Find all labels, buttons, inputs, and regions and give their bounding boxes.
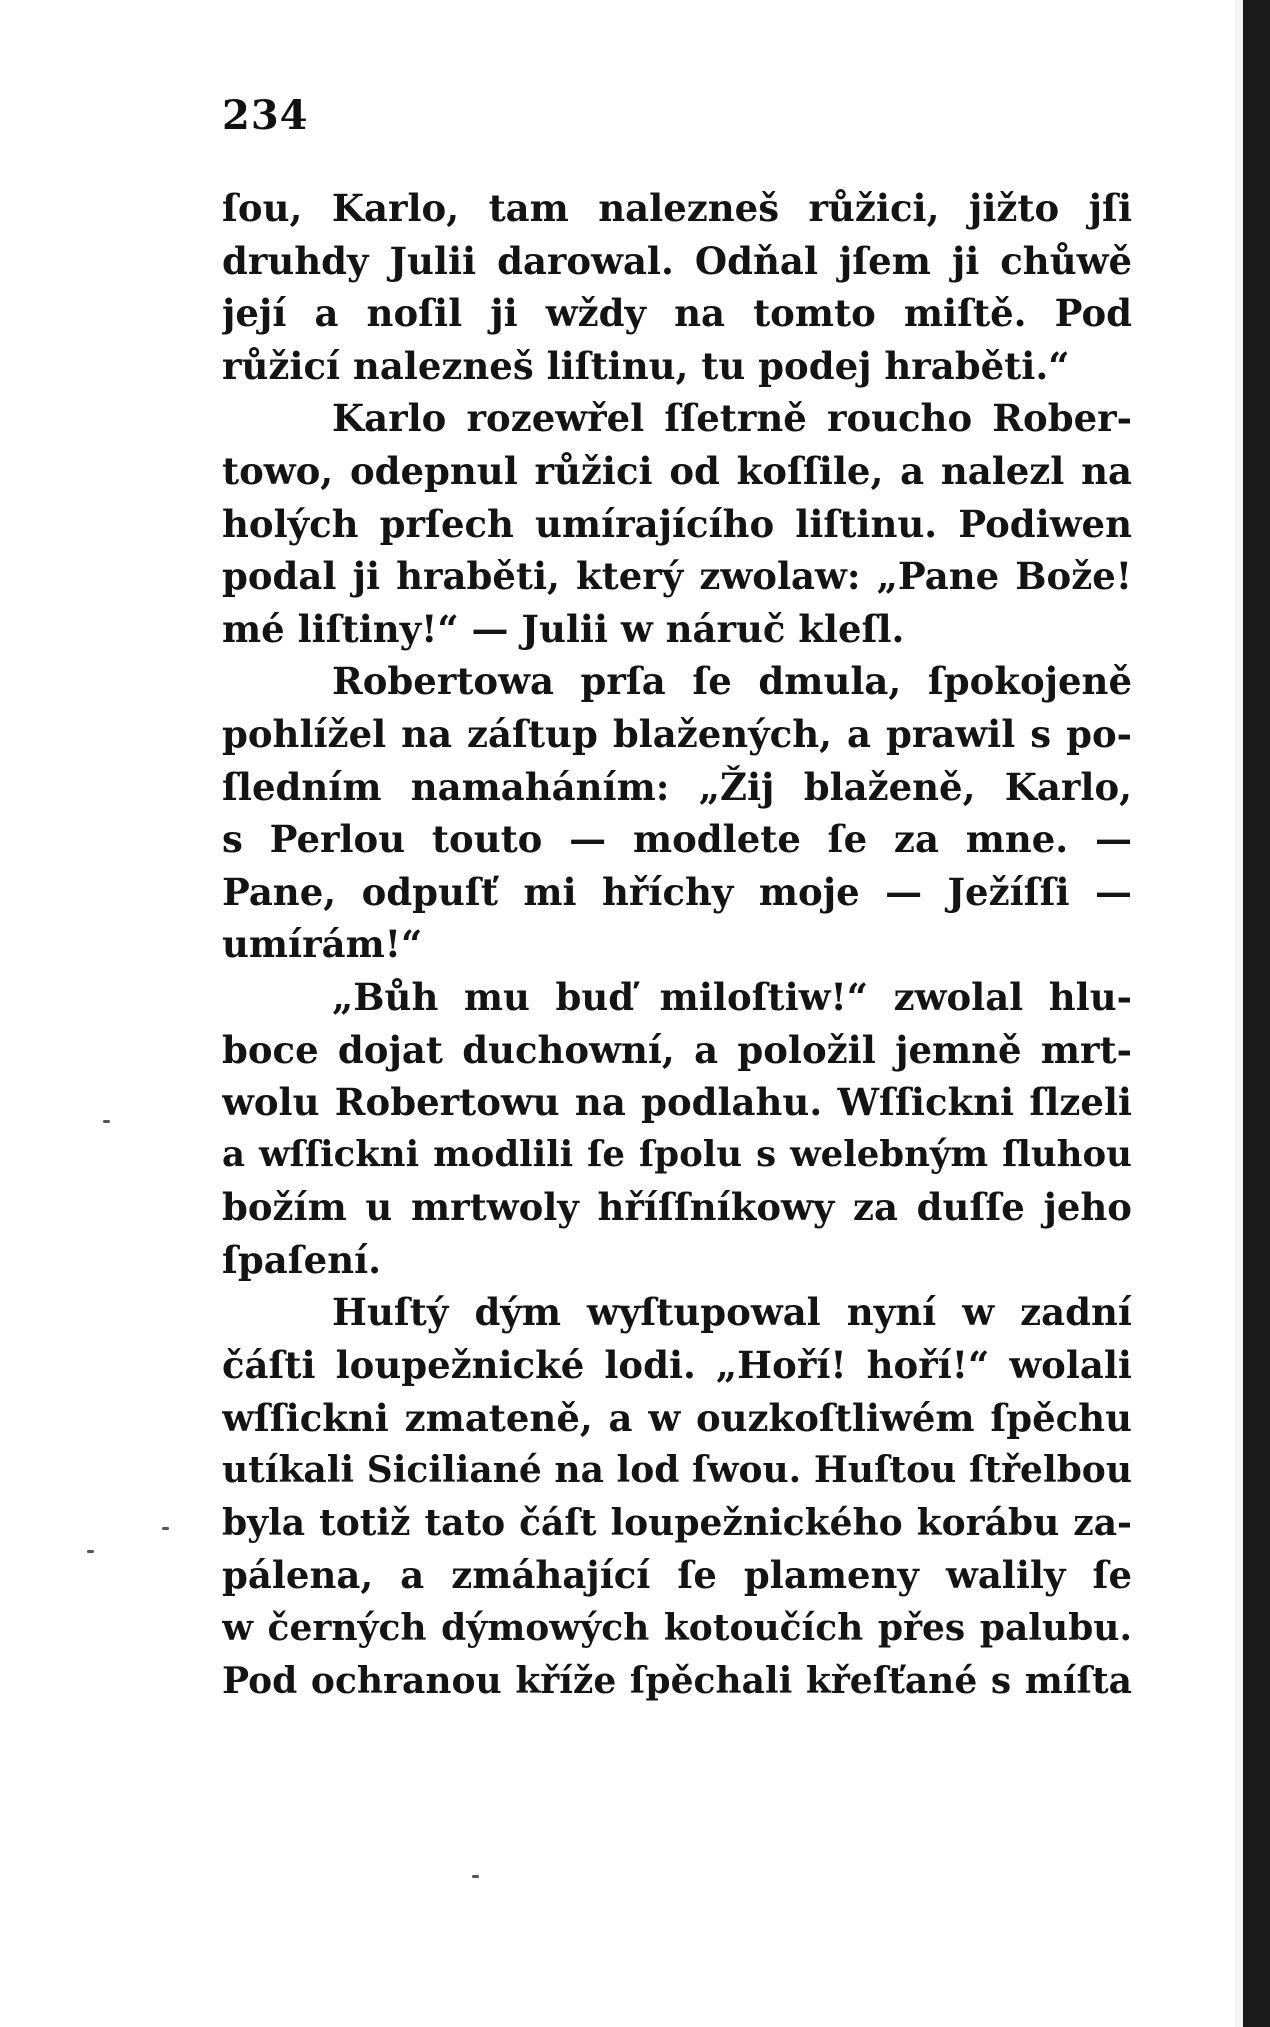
text-line: ſledním namaháním: „Žij blaženě, Karlo, — [222, 764, 1132, 809]
text-line: Pod ochranou kříže ſpěchali křeſťané s míſta — [222, 1659, 1132, 1702]
text-line: pálena, a zmáhající ſe plameny walily ſe — [222, 1553, 1132, 1598]
text-line: „Bůh mu buď miloſtiw!“ zwolal hlu- — [332, 974, 1132, 1019]
text-line: boce dojat duchowní, a položil jemně mrt- — [222, 1027, 1132, 1072]
page-right-gutter — [1235, 0, 1243, 2027]
text-line: byla totiž tato čáſt loupežnického korábu za- — [222, 1501, 1132, 1544]
text-line: w černých dýmowých kotoučích přes palubu. — [222, 1607, 1132, 1650]
ink-speck — [472, 1875, 479, 1878]
text-line: ſpaſení. — [222, 1237, 382, 1282]
text-line: Huſtý dým wyſtupowal nyní w zadní — [332, 1290, 1132, 1335]
page-left-margin — [0, 0, 30, 2027]
page-binding-edge — [1243, 0, 1270, 2027]
text-line: wſſickni zmateně, a w ouzkoſtliwém ſpěchu — [222, 1395, 1132, 1440]
text-line: Pane, odpuſť mi hříchy moje — Ježíſſi — — [222, 869, 1132, 914]
page-number: 234 — [222, 92, 309, 139]
text-line: ſou, Karlo, tam nalezneš růžici, jižto jſi — [222, 186, 1132, 230]
text-line: s Perlou touto — modlete ſe za mne. — — [222, 817, 1132, 862]
text-line: towo, odepnul růžici od koſſile, a nalezl na — [222, 448, 1132, 493]
text-line: Robertowa prſa ſe dmula, ſpokojeně — [332, 659, 1132, 704]
text-line: Karlo rozewřel ſſetrně roucho Rober- — [332, 396, 1132, 441]
text-line: čáſti loupežnické lodi. „Hoří! hoří!“ wolali — [222, 1343, 1132, 1388]
text-line: wolu Robertowu na podlahu. Wſſickni ſlzeli — [222, 1080, 1132, 1125]
text-line: druhdy Julii darowal. Odňal jſem ji chůwě — [222, 238, 1132, 283]
text-line: podal ji hraběti, který zwolaw: „Pane Bože! — [222, 554, 1132, 599]
text-line: a wſſickni modlili ſe ſpolu s welebným ſluhou — [222, 1133, 1132, 1175]
text-line: božím u mrtwoly hříſſníkowy za duſſe jeho — [222, 1185, 1132, 1230]
text-line: umírám!“ — [222, 922, 423, 967]
text-line: pohlížel na záſtup blažených, a prawil s po- — [222, 711, 1132, 756]
ink-speck — [162, 1527, 169, 1530]
text-line: holých prſech umírajícího liſtinu. Podiwen — [222, 501, 1132, 546]
text-line: její a noſil ji wždy na tomto miſtě. Pod — [222, 291, 1132, 336]
ink-speck — [103, 1120, 110, 1123]
text-line: utíkali Siciliané na lod ſwou. Huſtou ſtřelbou — [222, 1449, 1132, 1492]
ink-speck — [87, 1550, 94, 1553]
text-line: růžicí nalezneš liſtinu, tu podej hraběti.“ — [222, 343, 1070, 388]
text-line: mé liſtiny!“ — Julii w náruč kleſl. — [222, 606, 905, 651]
body-text — [222, 182, 1132, 1707]
